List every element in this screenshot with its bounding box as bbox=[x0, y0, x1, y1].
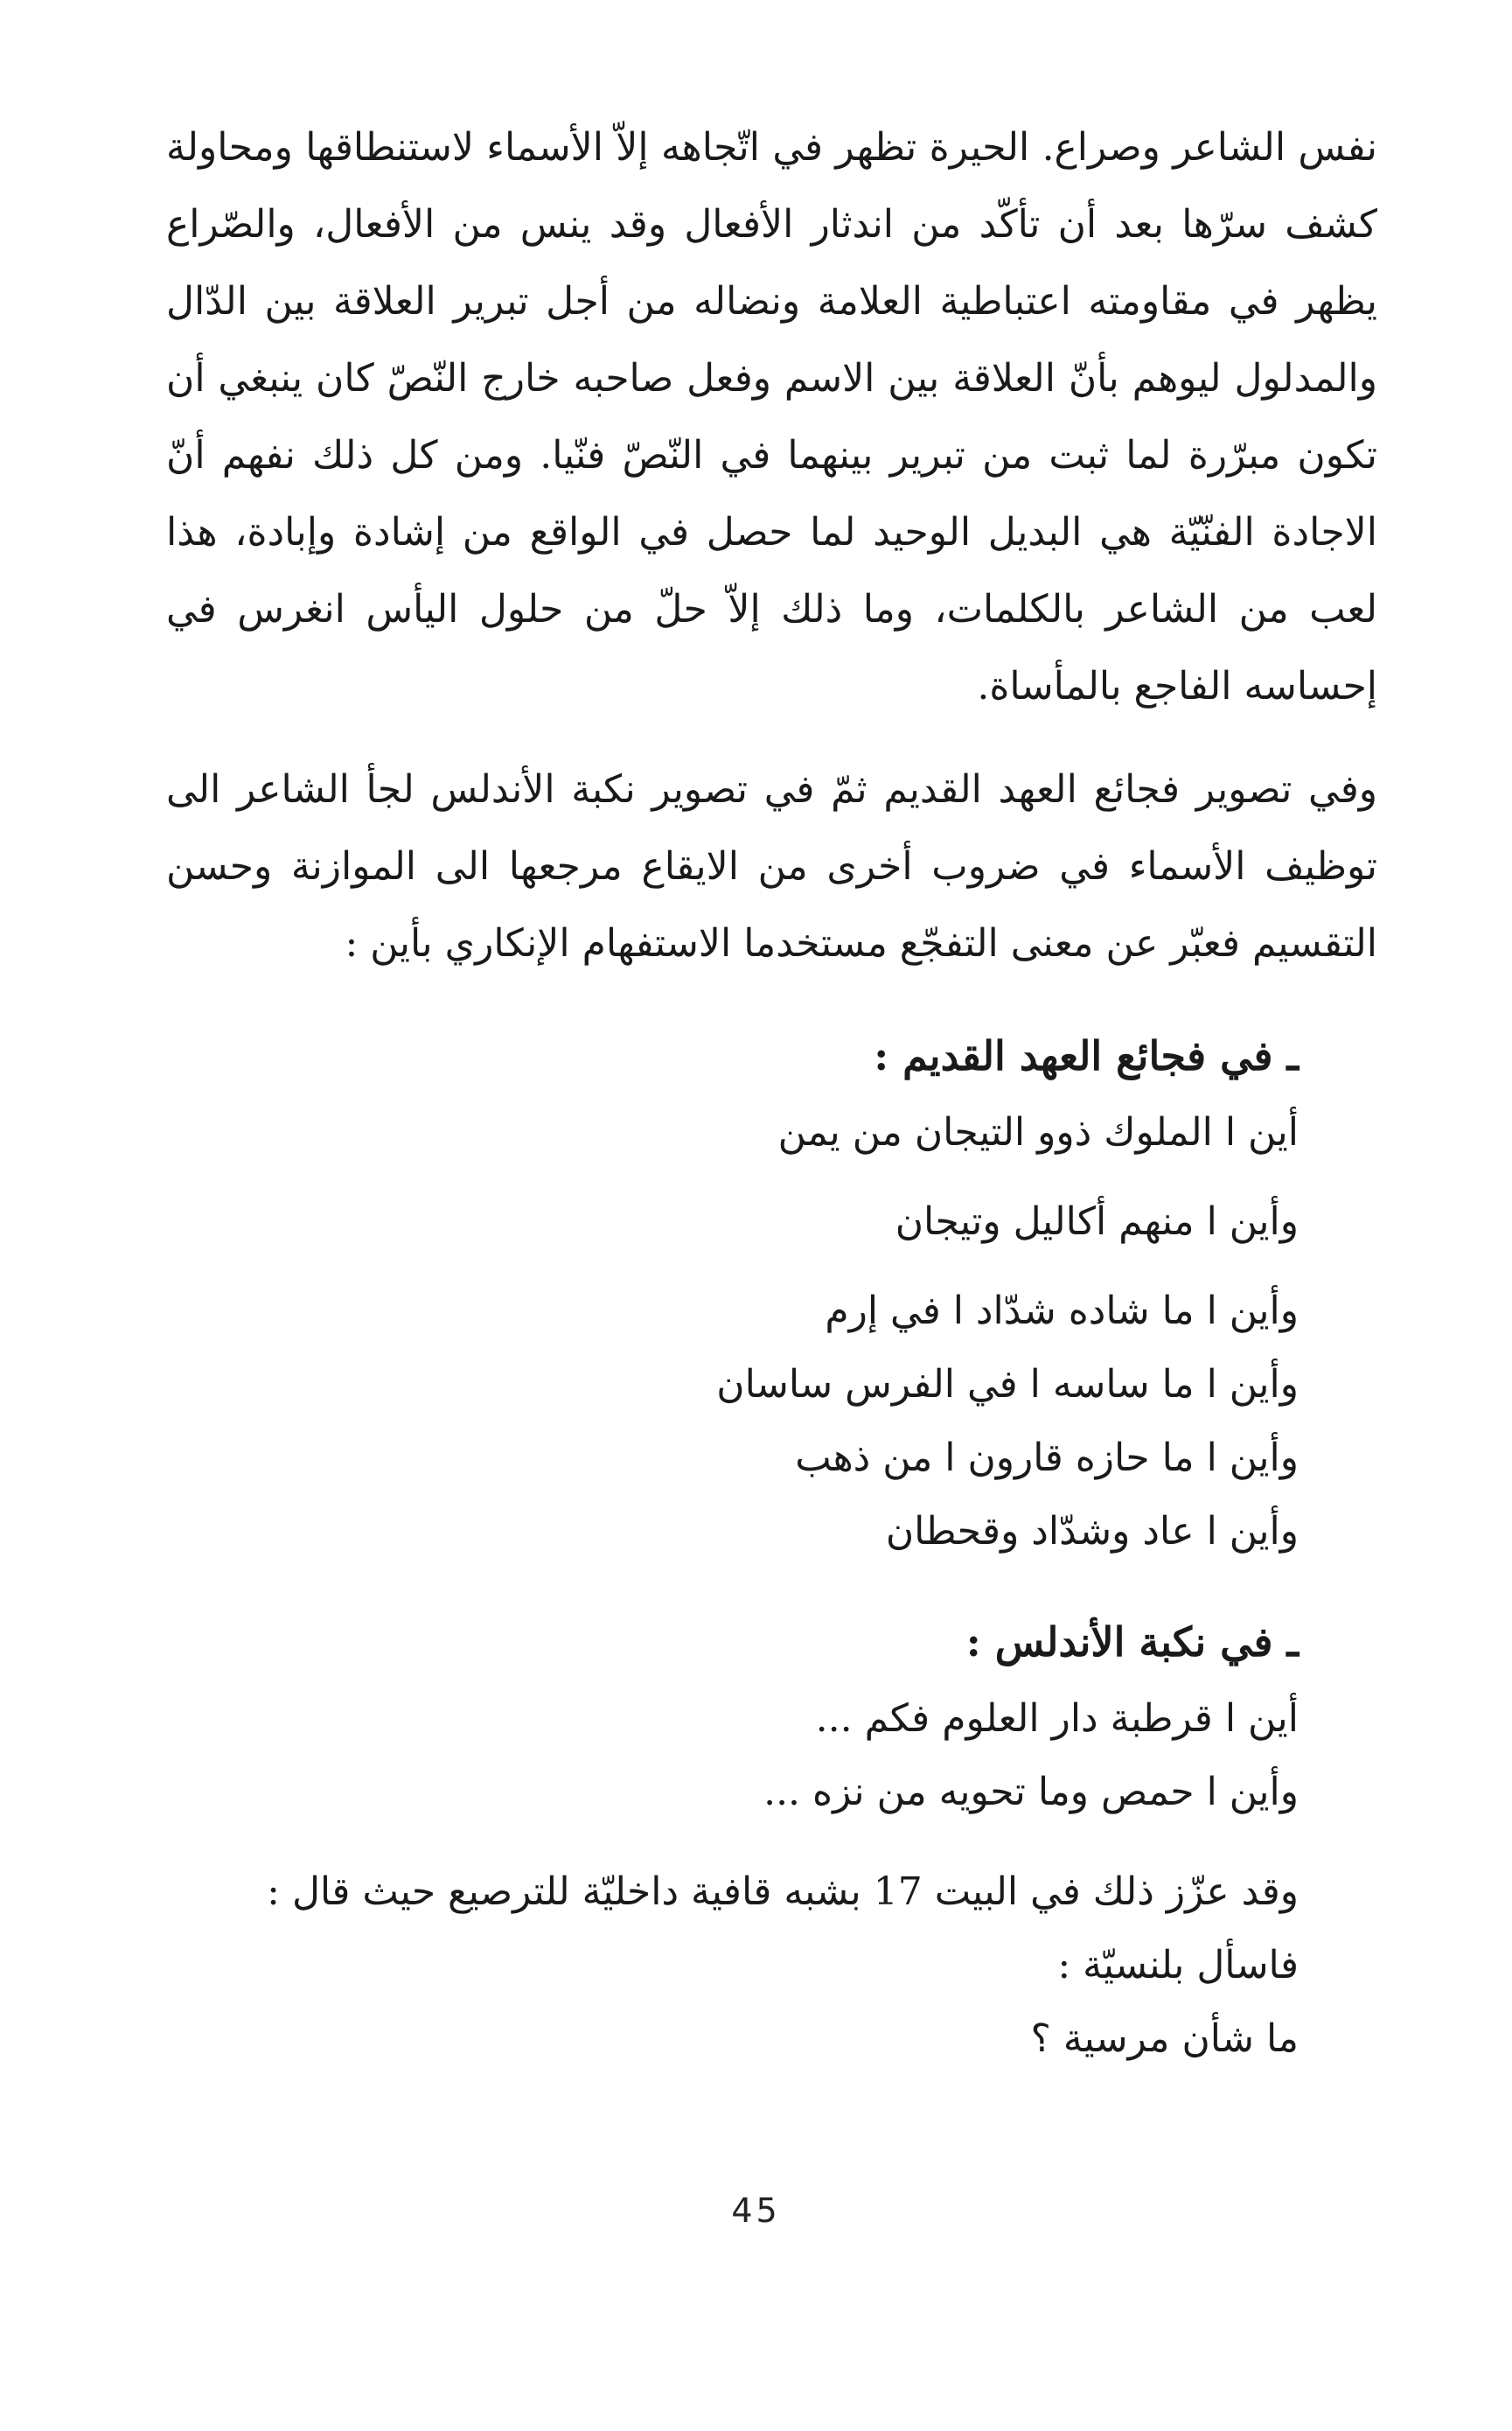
verse-line: أين ا قرطبة دار العلوم فكم ... bbox=[815, 1696, 1299, 1741]
verse-list-andalus bbox=[166, 1682, 1377, 1829]
verse-line: وأين ا ما شاده شدّاد ا في إرم bbox=[825, 1289, 1299, 1333]
verse-line: وأين ا منهم أكاليل وتيجان bbox=[895, 1199, 1299, 1244]
verse-line: وأين ا عاد وشدّاد وقحطان bbox=[885, 1509, 1299, 1554]
verse-list-ancient bbox=[166, 1096, 1377, 1568]
closing-line: فاسأل بلنسيّة : bbox=[1057, 1943, 1299, 1987]
section-heading-andalus: ـ في نكبة الأندلس : bbox=[965, 1618, 1299, 1666]
paragraph-2: وفي تصوير فجائع العهد القديم ثمّ في تصوير نكبة الأندلس لجأ الشاعر الى توظيف الأسماء في ضروب أخرى من الايقاع مرجعها الى الموازنة وحسن التقسيم فعبّر عن معنى التفجّع مستخدما الاستفهام الإنكاري بأين : bbox=[166, 767, 1377, 966]
closing-line: ما شأن مرسية ؟ bbox=[1030, 2016, 1299, 2061]
closing-block bbox=[166, 1855, 1377, 2076]
verse-line: أين ا الملوك ذوو التيجان من يمن bbox=[777, 1110, 1299, 1155]
section-heading-ancient: ـ في فجائع العهد القديم : bbox=[874, 1032, 1299, 1079]
verse-line: وأين ا ما حازه قارون ا من ذهب bbox=[795, 1436, 1299, 1480]
verse-line: وأين ا ما ساسه ا في الفرس ساسان bbox=[716, 1362, 1299, 1407]
page-body bbox=[166, 109, 1377, 2076]
closing-line: وقد عزّز ذلك في البيت 17 بشبه قافية داخليّة للترصيع حيث قال : bbox=[267, 1869, 1299, 1914]
paragraph-1: نفس الشاعر وصراع. الحيرة تظهر في اتّجاهه إلاّ الأسماء لاستنطاقها ومحاولة كشف سرّها بعد أن تأكّد من اندثار الأفعال وقد ينس من الأفعال، والصّراع يظهر في مقاومته اعتباطية العلامة ونضاله من أجل تبرير العلاقة بين الدّال والمدلول ليوهم بأنّ العلاقة بين الاسم وفعل صاحبه خارج النّصّ كان ينبغي أن تكون مبرّرة لما ثبت من تبرير بينهما في النّصّ فنّيا. ومن كل ذلك نفهم أنّ الاجادة الفنّيّة هي البديل الوحيد لما حصل في الواقع من إشادة وإبادة، هذا لعب من الشاعر بالكلمات، وما ذلك إلاّ حلّ من حلول اليأس انغرس في إحساسه الفاجع بالمأساة. bbox=[166, 125, 1377, 709]
verse-line: وأين ا حمص وما تحويه من نزه ... bbox=[763, 1770, 1299, 1814]
page-number: 45 bbox=[731, 2191, 781, 2230]
